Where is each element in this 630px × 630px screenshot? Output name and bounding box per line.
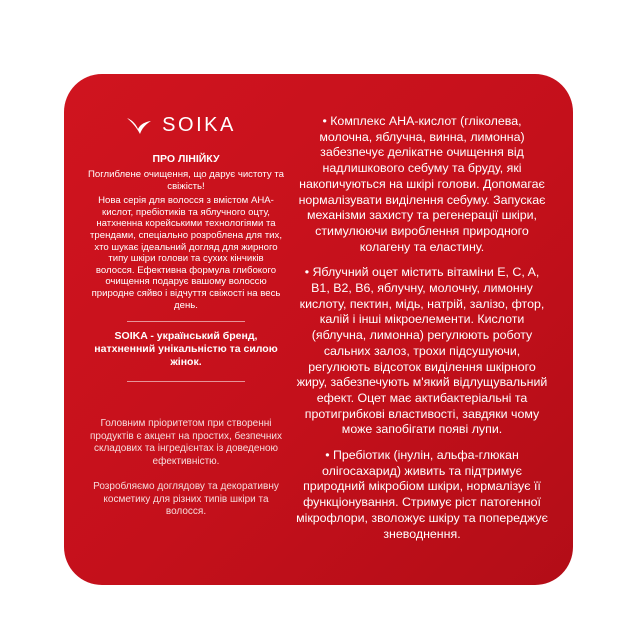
right-column (296, 114, 548, 552)
divider (127, 321, 245, 322)
about-title: ПРО ЛІНІЙКУ (152, 153, 220, 165)
divider (127, 381, 245, 382)
develop-text: Розробляємо доглядову та декоративну косметику для різних типів шкіри та волосся. (93, 481, 279, 518)
brand-statement: SOIKA - український бренд, натхненний унікальністю та силою жінок. (94, 330, 278, 369)
bullet-aha-acids: • Комплекс AHA-кислот (гліколева, молочна, яблучна, винна, лимонна) забезпечує делікатне очищення від надлишкового себуму та бруду, які накопичуються на шкірі голови. Допомагає нормалізувати виділення себуму. Запускає механізми захисту та регенерації шкіри, стимулюючи вироблення природного колагену та еластину. (298, 114, 546, 254)
about-body: Нова серія для волосся з вмістом AHA-кислот, пребіотиків та яблучного оцту, натхненна корейськими технологіями та трендами, спеціально розроблена для тих, хто шукає ідеальний догляд для жирного типу шкіри голови та сухих кінчиків волосся. Ефективна формула глибокого очищення подарує вашому волоссю природне сяйво і відчуття свіжості на весь день. (90, 195, 282, 311)
left-column (88, 114, 284, 519)
brand-logo (78, 114, 284, 137)
bird-swift-icon (126, 116, 152, 136)
about-intro: Поглиблене очищення, що дарує чистоту та свіжість! (88, 169, 284, 192)
info-card (64, 74, 573, 585)
brand-name: SOIKA (162, 114, 236, 136)
bullet-prebiotic: • Пребіотик (інулін, альфа-глюкан олігосахарид) живить та підтримує природний мікробіом шкіри, нормалізує її функціонування. Стримує ріст патогенної мікрофлори, зволожує шкіру та попереджує зневоднення. (296, 448, 548, 541)
priority-text: Головним пріоритетом при створенні продуктів є акцент на простих, безпечних складових та інгредієнтах із доведеною ефективністю. (89, 418, 283, 467)
bullet-apple-vinegar: • Яблучний оцет містить вітаміни E, C, A, B1, B2, B6, яблучну, молочну, лимонну кислоту, пектин, мідь, натрій, залізо, фтор, калій і інші мікроелементи. Кислоти (яблучна, лимонна) регулюють роботу сальних залоз, трохи підсушуючи, регулюють відсоток виділення шкірного жиру, забезпечують м'який відлущувальний ефект. Оцет має актибактеріальні та протигрибкові властивості, завдяки чому може запобігати появі лупи. (296, 265, 548, 437)
